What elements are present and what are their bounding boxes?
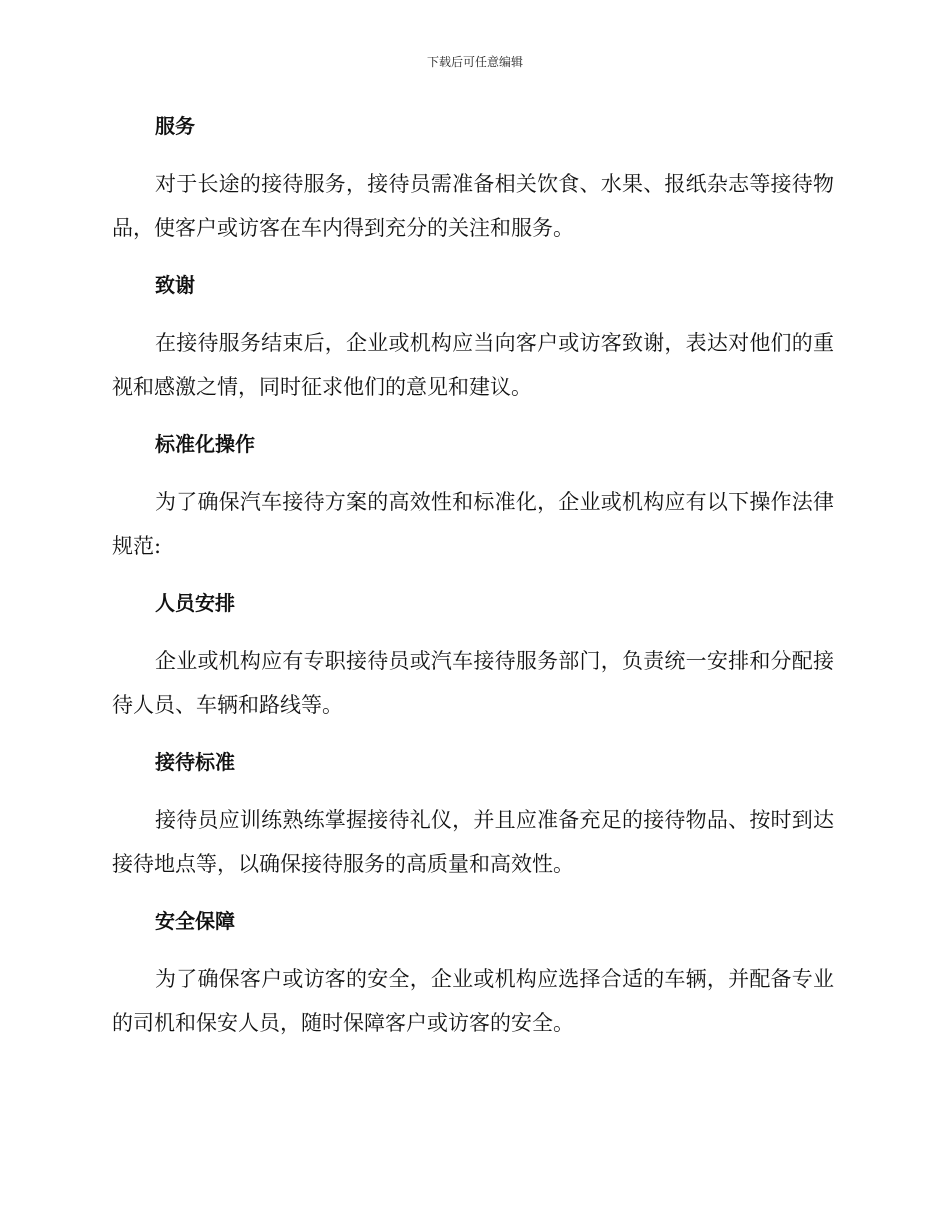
section-standardized-operation [112,426,834,568]
document-content [112,108,834,1062]
section-safety [112,903,834,1045]
section-heading: 致谢 [155,273,195,297]
section-service [112,108,834,250]
section-paragraph: 对于长途的接待服务，接待员需准备相关饮食、水果、报纸杂志等接待物品，使客户或访客在车内得到充分的关注和服务。 [112,172,834,240]
section-thanks [112,267,834,409]
section-paragraph: 接待员应训练熟练掌握接待礼仪，并且应准备充足的接待物品、按时到达接待地点等，以确保接待服务的高质量和高效性。 [112,808,834,876]
section-paragraph: 在接待服务结束后，企业或机构应当向客户或访客致谢，表达对他们的重视和感激之情，同时征求他们的意见和建议。 [112,331,834,399]
section-heading: 服务 [155,114,195,138]
section-paragraph: 为了确保客户或访客的安全，企业或机构应选择合适的车辆，并配备专业的司机和保安人员，随时保障客户或访客的安全。 [112,967,834,1035]
section-heading: 标准化操作 [155,432,255,456]
section-heading: 人员安排 [155,591,235,615]
section-paragraph: 为了确保汽车接待方案的高效性和标准化，企业或机构应有以下操作法律规范: [112,490,834,558]
section-reception-standards [112,744,834,886]
section-paragraph: 企业或机构应有专职接待员或汽车接待服务部门，负责统一安排和分配接待人员、车辆和路线等。 [112,649,834,717]
section-staffing [112,585,834,727]
page-header: 下载后可任意编辑 [426,55,523,69]
section-heading: 安全保障 [155,909,235,933]
section-heading: 接待标准 [155,750,235,774]
